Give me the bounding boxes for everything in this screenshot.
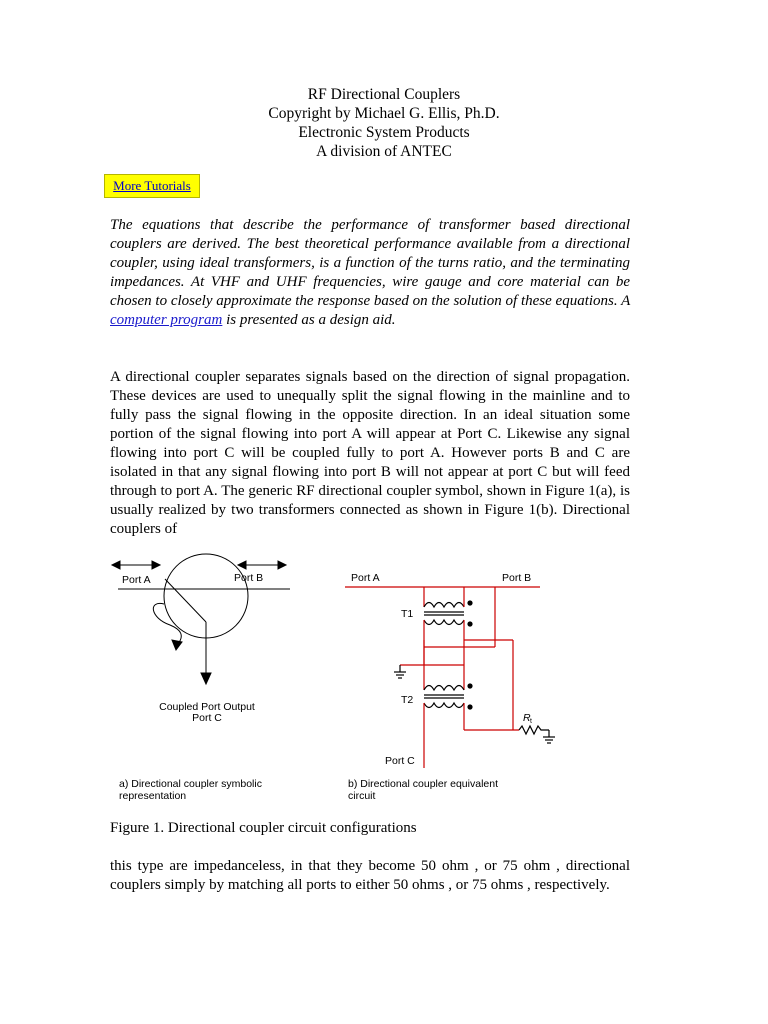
more-tutorials-link[interactable]: More Tutorials [113,178,191,193]
reflection-curve [153,603,181,644]
copyright-line: Copyright by Michael G. Ellis, Ph.D. [268,105,500,122]
more-tutorials-box [104,174,200,198]
fig-a-coupled-label: Coupled Port Output [159,701,255,713]
fig-a-port-b-label: Port B [234,572,264,584]
coupler-diagonal [165,579,206,622]
computer-program-link[interactable]: computer program [110,312,223,328]
arrow-head [278,561,286,569]
polarity-dot [467,683,472,688]
fig-a-caption: representation [119,790,187,802]
polarity-dot [467,621,472,626]
fig-b-port-b-label: Port B [502,572,532,584]
fig-b-caption: circuit [348,790,376,802]
resistor-rt [519,726,549,734]
document-title: RF Directional Couplers [307,86,461,103]
intro-text-end: is presented as a design aid. [222,312,396,328]
figure-1a-symbol [112,554,290,684]
arrow-head [172,640,182,650]
body-paragraph: A directional coupler separates signals based on the direction of signal propagation. These devices are used to unequally split the signal flowing in the mainline and to fully pass the signal flowing in the opposite direction. In an ideal situation some portion of the signal flowing into port A will appear at Port C. Likewise any signal flowing into port C will be coupled fully to port A. However ports B and C are isolated in that any signal flowing into port B will not appear at port C but will feed through to port A. The generic RF directional coupler symbol, shown in Figure 1(a), is usually realized by two transformers connected as shown in Figure 1(b). Directional couplers of [110,369,630,537]
t1-label: T1 [401,608,414,620]
fig-b-port-c-label: Port C [385,755,415,767]
arrow-head [201,673,211,684]
intro-text: The equations that describe the performance of transformer based directional couplers are derived. The best theoretical performance available from a directional coupler, using ideal transformers, is a function of the turns ratio, and the terminating impedances. At VHF and UHF frequencies, wire gauge and core material can be chosen to closely approximate the response based on the solution of these equations. A [110,217,630,309]
arrow-head [112,561,120,569]
rt-subscript: t [530,718,532,725]
fig-b-port-a-label: Port A [351,572,380,584]
fig-a-caption: a) Directional coupler symbolic [119,778,262,790]
closing-paragraph: this type are impedanceless, in that they become 50 ohm , or 75 ohm , directional couplers simply by matching all ports to either 50 ohms , or 75 ohms , respectively. [110,858,630,893]
t2-secondary-coil [424,703,464,708]
arrow-head [152,561,160,569]
fig-a-port-a-label: Port A [122,574,151,586]
figure-caption: Figure 1. Directional coupler circuit configurations [110,820,417,836]
fig-a-port-c-label: Port C [192,712,222,724]
coupler-circle [164,554,248,638]
arrow-head [238,561,246,569]
document-header [0,85,768,161]
figure-1b-circuit [345,587,555,768]
t2-label: T2 [401,694,414,706]
company-line: Electronic System Products [298,124,470,141]
t1-primary-coil [424,603,464,608]
rt-label: R [523,712,531,724]
polarity-dot [467,600,472,605]
division-line: A division of ANTEC [316,143,452,160]
intro-paragraph [110,216,630,330]
t2-primary-coil [424,686,464,691]
t1-secondary-coil [424,620,464,625]
polarity-dot [467,704,472,709]
fig-b-caption: b) Directional coupler equivalent [348,778,498,790]
